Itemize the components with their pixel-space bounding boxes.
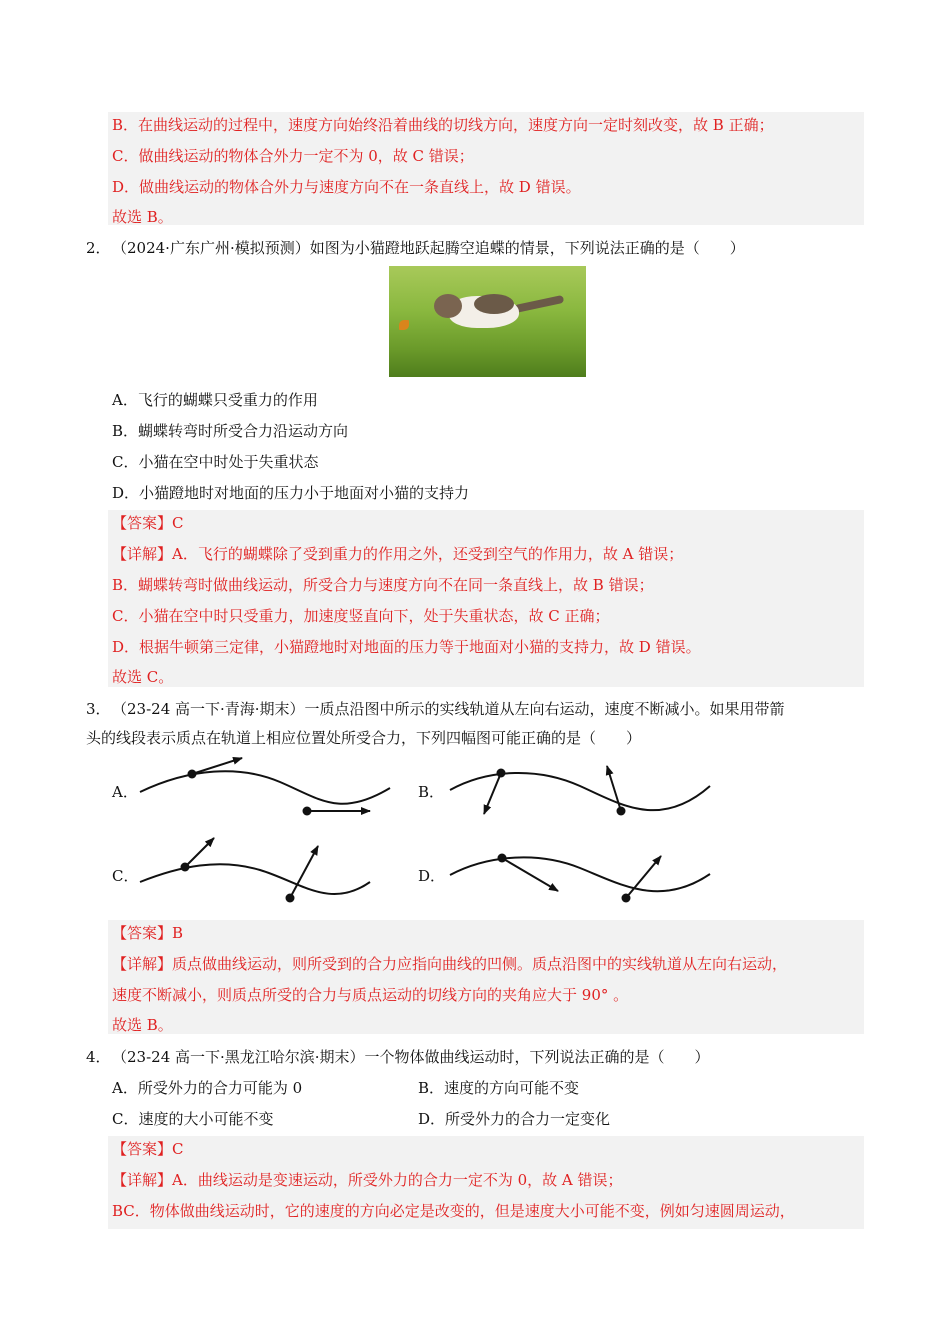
butterfly-icon xyxy=(399,320,409,330)
q4-option-c: C．速度的大小可能不变 xyxy=(112,1110,274,1128)
prev-solution-b: B．在曲线运动的过程中，速度方向始终沿着曲线的切线方向，速度方向一定时刻改变，故 B 正确； xyxy=(112,116,774,134)
cat-patch xyxy=(474,294,514,314)
q2-option-d: D．小猫蹬地时对地面的压力小于地面对小猫的支持力 xyxy=(112,484,470,502)
q3-label-d: D． xyxy=(418,867,446,885)
q3-diagram-c xyxy=(130,830,400,910)
q2-stem: （2024·广东广州·模拟预测）如图为小猫蹬地跃起腾空追蝶的情景，下列说法正确的是（ ） xyxy=(112,239,745,257)
force-arrow-1 xyxy=(185,838,214,867)
q2-conclusion: 故选 C。 xyxy=(112,668,174,686)
q2-answer: 【答案】C xyxy=(112,514,184,532)
q2-explain-d: D．根据牛顿第三定律，小猫蹬地时对地面的压力等于地面对小猫的支持力，故 D 错误。 xyxy=(112,638,701,656)
q3-conclusion: 故选 B。 xyxy=(112,1016,173,1034)
q3-label-a: A． xyxy=(112,783,138,801)
q2-number: 2． xyxy=(86,239,111,257)
q4-answer: 【答案】C xyxy=(112,1140,184,1158)
prev-solution-d: D．做曲线运动的物体合外力与速度方向不在一条直线上，故 D 错误。 xyxy=(112,178,581,196)
q3-diagram-d xyxy=(440,840,720,910)
q2-solution-box xyxy=(108,510,864,687)
q3-explain-line2: 速度不断减小，则质点所受的合力与质点运动的切线方向的夹角应大于 90° 。 xyxy=(112,986,629,1004)
trajectory-curve xyxy=(140,771,390,804)
q4-number: 4． xyxy=(86,1048,111,1066)
q3-explain-line1: 【详解】质点做曲线运动，则所受到的合力应指向曲线的凹侧。质点沿图中的实线轨道从左向右运动， xyxy=(112,955,788,973)
prev-solution-c: C．做曲线运动的物体合外力一定不为 0，故 C 错误； xyxy=(112,147,474,165)
q3-solution-box xyxy=(108,920,864,1034)
trajectory-curve xyxy=(450,773,710,810)
q4-option-b: B．速度的方向可能不变 xyxy=(418,1079,580,1097)
q4-stem: （23-24 高一下·黑龙江哈尔滨·期末）一个物体做曲线运动时，下列说法正确的是（ ） xyxy=(112,1048,710,1066)
prev-solution-conclusion: 故选 B。 xyxy=(112,208,173,226)
q3-stem-line1: （23-24 高一下·青海·期末）一质点沿图中所示的实线轨道从左向右运动，速度不断减小。如果用带箭 xyxy=(112,700,785,718)
q3-number: 3． xyxy=(86,700,111,718)
q3-diagram-b xyxy=(440,760,720,830)
q3-label-c: C． xyxy=(112,867,139,885)
q2-explain-b: B．蝴蝶转弯时做曲线运动，所受合力与速度方向不在同一条直线上，故 B 错误； xyxy=(112,576,654,594)
q3-answer: 【答案】B xyxy=(112,924,184,942)
q2-option-a: A．飞行的蝴蝶只受重力的作用 xyxy=(112,391,318,409)
q2-option-c: C．小猫在空中时处于失重状态 xyxy=(112,453,319,471)
q2-option-b: B．蝴蝶转弯时所受合力沿运动方向 xyxy=(112,422,349,440)
q2-explain-a: 【详解】A．飞行的蝴蝶除了受到重力的作用之外，还受到空气的作用力，故 A 错误； xyxy=(112,545,684,563)
q4-explain-a: 【详解】A．曲线运动是变速运动，所受外力的合力一定不为 0，故 A 错误； xyxy=(112,1171,623,1189)
q4-option-a: A．所受外力的合力可能为 0 xyxy=(112,1079,303,1097)
force-arrow-1 xyxy=(484,773,501,814)
q3-stem-line2: 头的线段表示质点在轨道上相应位置处所受合力，下列四幅图可能正确的是（ ） xyxy=(86,729,642,747)
force-arrow-1 xyxy=(502,858,558,891)
trajectory-curve xyxy=(450,857,710,891)
q4-option-d: D．所受外力的合力一定变化 xyxy=(418,1110,611,1128)
q3-diagram-a xyxy=(130,750,400,825)
cat-head xyxy=(434,294,462,318)
force-arrow-2 xyxy=(607,766,621,811)
trajectory-curve xyxy=(140,864,370,894)
cat-tail xyxy=(514,295,565,313)
cat-butterfly-photo xyxy=(389,266,586,377)
q4-explain-bc: BC．物体做曲线运动时，它的速度的方向必定是改变的，但是速度大小可能不变，例如匀速圆周运动， xyxy=(112,1202,795,1220)
q2-explain-c: C．小猫在空中时只受重力，加速度竖直向下，处于失重状态，故 C 正确； xyxy=(112,607,610,625)
q3-label-b: B． xyxy=(418,783,445,801)
